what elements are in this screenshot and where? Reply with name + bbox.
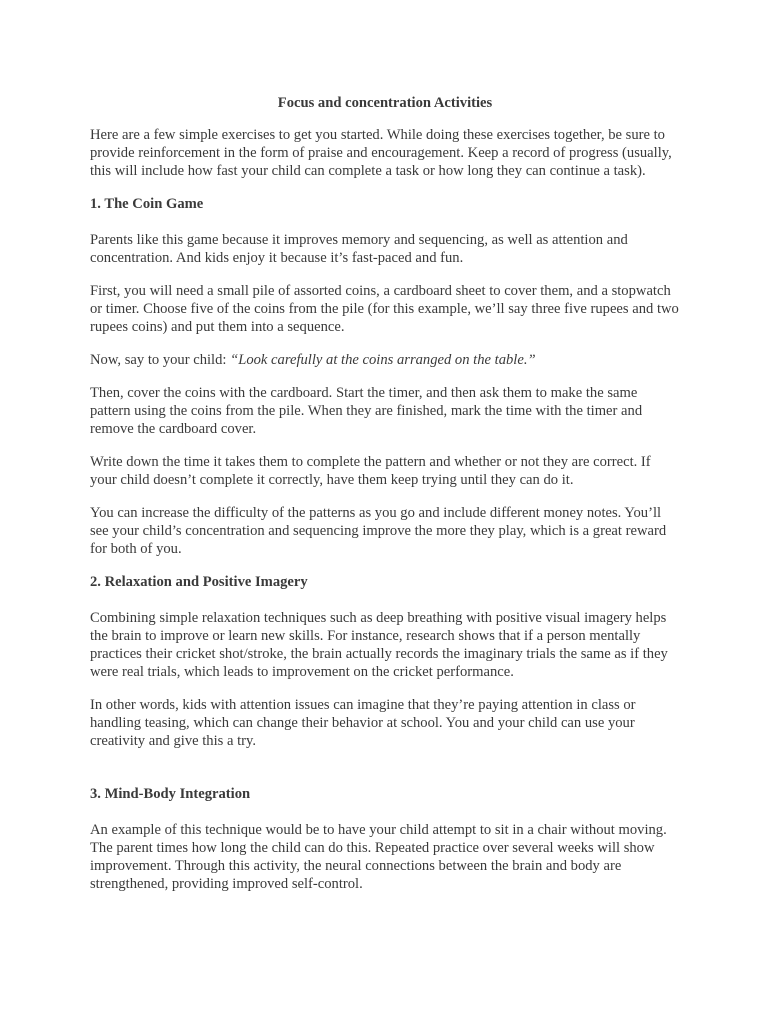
coin-game-paragraph-6: You can increase the difficulty of the patterns as you go and include different money notes. You’ll see your child’s concentration and sequencing improve the more they play, which is a great reward for both of you. xyxy=(90,505,667,557)
section-heading-coin-game: 1. The Coin Game xyxy=(90,196,204,212)
relaxation-paragraph-2: In other words, kids with attention issues can imagine that they’re paying attention in class or handling teasing, which can change their behavior at school. You and your child can use your creativity and give this a try. xyxy=(90,697,636,749)
coin-game-instruction-lead: Now, say to your child: xyxy=(90,352,231,368)
coin-game-paragraph-3 xyxy=(90,351,680,369)
coin-game-paragraph-2: First, you will need a small pile of assorted coins, a cardboard sheet to cover them, and a stopwatch or timer. Choose five of the coins from the pile (for this example, we’ll say three five rupees and two rupees coins) and put them into a sequence. xyxy=(90,283,679,335)
document-title: Focus and concentration Activities xyxy=(277,95,493,111)
section-heading-mind-body: 3. Mind-Body Integration xyxy=(90,786,251,802)
coin-game-paragraph-5: Write down the time it takes them to complete the pattern and whether or not they are correct. If your child doesn’t complete it correctly, have them keep trying until they can do it. xyxy=(90,454,651,488)
coin-game-paragraph-1: Parents like this game because it improves memory and sequencing, as well as attention and concentration. And kids enjoy it because it’s fast-paced and fun. xyxy=(90,232,628,266)
section-heading-relaxation: 2. Relaxation and Positive Imagery xyxy=(90,574,308,590)
coin-game-instruction-quote: “Look carefully at the coins arranged on the table.” xyxy=(230,352,536,368)
coin-game-paragraph-4: Then, cover the coins with the cardboard. Start the timer, and then ask them to make the same pattern using the coins from the pile. When they are finished, mark the time with the timer and remove the cardboard cover. xyxy=(90,385,643,437)
mind-body-paragraph-1: An example of this technique would be to have your child attempt to sit in a chair without moving. The parent times how long the child can do this. Repeated practice over several weeks will show improvement. Through this activity, the neural connections between the brain and body are strengthened, providing improved self-control. xyxy=(90,822,667,892)
relaxation-paragraph-1: Combining simple relaxation techniques such as deep breathing with positive visual imagery helps the brain to improve or learn new skills. For instance, research shows that if a person mentally practices their cricket shot/stroke, the brain actually records the imaginary trials the same as if they were real trials, which leads to improvement on the cricket performance. xyxy=(90,610,668,680)
document-page xyxy=(90,94,680,908)
intro-paragraph: Here are a few simple exercises to get you started. While doing these exercises together, be sure to provide reinforcement in the form of praise and encouragement. Keep a record of progress (usually, this will include how fast your child can complete a task or how long they can continue a task). xyxy=(90,127,672,179)
